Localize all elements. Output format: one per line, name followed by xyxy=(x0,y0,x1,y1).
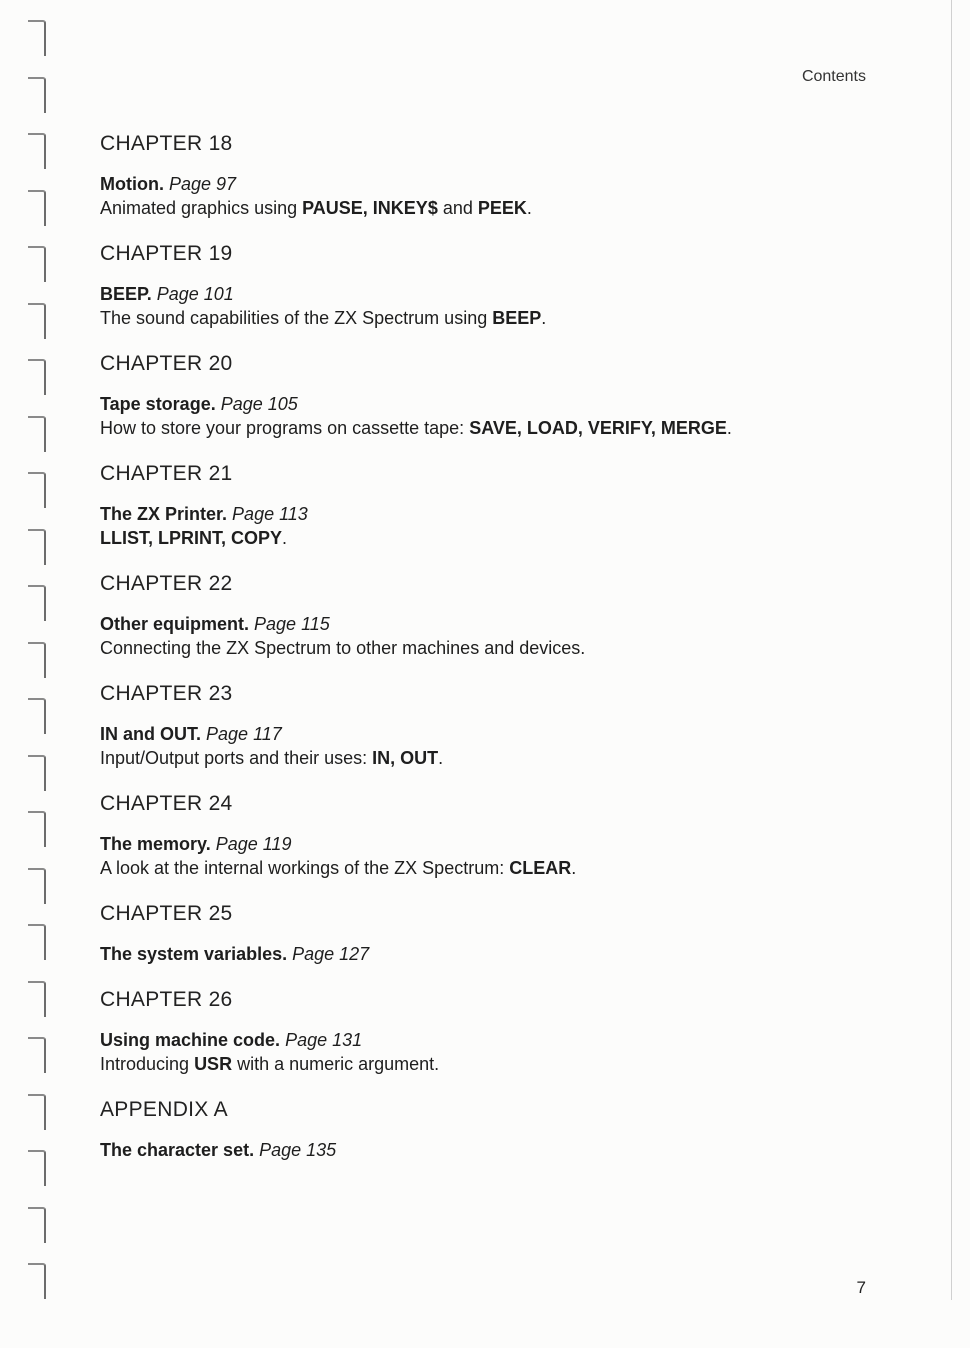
entry-title: The ZX Printer. xyxy=(100,504,228,524)
binding-ring xyxy=(28,642,46,678)
description-text: . xyxy=(571,858,577,878)
entry-page-ref: Page 131 xyxy=(285,1030,363,1050)
chapter-heading: CHAPTER 22 xyxy=(100,572,233,595)
entry-title-line xyxy=(100,1138,896,1162)
entry-title: The character set. xyxy=(100,1140,255,1160)
binding-ring xyxy=(28,811,46,847)
binding-ring xyxy=(28,924,46,960)
description-text: Animated graphics using xyxy=(100,198,303,218)
chapter-heading: CHAPTER 19 xyxy=(100,242,233,265)
description-text: . xyxy=(541,308,547,328)
binding-ring xyxy=(28,359,46,395)
toc-entry xyxy=(96,570,896,660)
keyword: PAUSE, INKEY$ xyxy=(302,198,438,218)
table-of-contents xyxy=(96,130,896,1182)
binding-ring xyxy=(28,246,46,282)
binding-ring xyxy=(28,755,46,791)
description-text: and xyxy=(437,198,478,218)
entry-title-line xyxy=(100,392,896,416)
page-number: 7 xyxy=(856,1278,866,1297)
entry-description xyxy=(100,416,896,440)
description-text: A look at the internal workings of the ZX Spectrum: xyxy=(100,858,510,878)
entry-page-ref: Page 127 xyxy=(292,944,370,964)
binding-ring xyxy=(28,190,46,226)
binding-ring xyxy=(28,1150,46,1186)
entry-page-ref: Page 117 xyxy=(206,724,282,744)
keyword: SAVE, LOAD, VERIFY, MERGE xyxy=(469,418,727,438)
toc-entry xyxy=(96,790,896,880)
toc-entry xyxy=(96,240,896,330)
entry-description xyxy=(100,196,896,220)
entry-page-ref: Page 115 xyxy=(254,614,330,634)
chapter-heading: CHAPTER 20 xyxy=(100,352,233,375)
description-text: Introducing xyxy=(100,1054,195,1074)
chapter-heading: CHAPTER 26 xyxy=(100,988,233,1011)
entry-title-line xyxy=(100,282,896,306)
toc-entry xyxy=(96,986,896,1076)
entry-page-ref: Page 105 xyxy=(220,394,298,414)
description-text: How to store your programs on cassette tape: xyxy=(100,418,470,438)
entry-title: Other equipment. xyxy=(100,614,250,634)
entry-title: BEEP. xyxy=(100,284,152,304)
description-text: . xyxy=(526,198,532,218)
entry-title: IN and OUT. xyxy=(100,724,202,744)
binding-ring xyxy=(28,133,46,169)
running-header: Contents xyxy=(801,68,866,85)
entry-page-ref: Page 113 xyxy=(232,504,308,524)
description-text: . xyxy=(282,528,288,548)
toc-entry xyxy=(96,130,896,220)
chapter-heading: CHAPTER 21 xyxy=(100,462,233,485)
entry-title-line xyxy=(100,1028,896,1052)
binding-ring xyxy=(28,472,46,508)
entry-description xyxy=(100,636,896,660)
binding-ring xyxy=(28,529,46,565)
entry-title-line xyxy=(100,722,896,746)
entry-page-ref: Page 101 xyxy=(156,284,234,304)
keyword: USR xyxy=(194,1054,233,1074)
entry-title-line xyxy=(100,942,896,966)
chapter-heading: CHAPTER 25 xyxy=(100,902,233,925)
keyword: BEEP xyxy=(492,308,542,328)
spiral-binding xyxy=(18,20,58,1340)
page-edge xyxy=(951,0,952,1300)
chapter-heading: APPENDIX A xyxy=(100,1098,228,1121)
binding-ring xyxy=(28,585,46,621)
toc-entry xyxy=(96,900,896,966)
keyword: LLIST, LPRINT, COPY xyxy=(100,528,283,548)
toc-entry xyxy=(96,680,896,770)
toc-entry xyxy=(96,1096,896,1162)
toc-entry xyxy=(96,460,896,550)
binding-ring xyxy=(28,868,46,904)
chapter-heading: CHAPTER 23 xyxy=(100,682,233,705)
description-text: Connecting the ZX Spectrum to other machines and devices. xyxy=(100,638,586,658)
entry-description xyxy=(100,306,896,330)
entry-title: Using machine code. xyxy=(100,1030,281,1050)
entry-page-ref: Page 119 xyxy=(215,834,292,854)
entry-title-line xyxy=(100,612,896,636)
description-text: with a numeric argument. xyxy=(232,1054,440,1074)
entry-description xyxy=(100,1052,896,1076)
keyword: CLEAR xyxy=(509,858,572,878)
entry-description xyxy=(100,526,896,550)
entry-title-line xyxy=(100,832,896,856)
entry-title: The memory. xyxy=(100,834,211,854)
chapter-heading: CHAPTER 24 xyxy=(100,792,233,815)
entry-page-ref: Page 97 xyxy=(169,174,237,194)
description-text: . xyxy=(726,418,732,438)
binding-ring xyxy=(28,20,46,56)
binding-ring xyxy=(28,303,46,339)
binding-ring xyxy=(28,1037,46,1073)
chapter-heading: CHAPTER 18 xyxy=(100,132,233,155)
entry-title-line xyxy=(100,502,896,526)
binding-ring xyxy=(28,1263,46,1299)
description-text: Input/Output ports and their uses: xyxy=(100,748,373,768)
entry-title: The system variables. xyxy=(100,944,288,964)
entry-title-line xyxy=(100,172,896,196)
keyword: IN, OUT xyxy=(372,748,439,768)
binding-ring xyxy=(28,698,46,734)
toc-entry xyxy=(96,350,896,440)
description-text: The sound capabilities of the ZX Spectrum using xyxy=(100,308,493,328)
binding-ring xyxy=(28,416,46,452)
binding-ring xyxy=(28,77,46,113)
entry-description xyxy=(100,746,896,770)
description-text: . xyxy=(438,748,444,768)
entry-title: Tape storage. xyxy=(100,394,216,414)
binding-ring xyxy=(28,981,46,1017)
entry-page-ref: Page 135 xyxy=(259,1140,337,1160)
keyword: PEEK xyxy=(477,198,527,218)
binding-ring xyxy=(28,1207,46,1243)
entry-title: Motion. xyxy=(100,174,164,194)
entry-description xyxy=(100,856,896,880)
binding-ring xyxy=(28,1094,46,1130)
